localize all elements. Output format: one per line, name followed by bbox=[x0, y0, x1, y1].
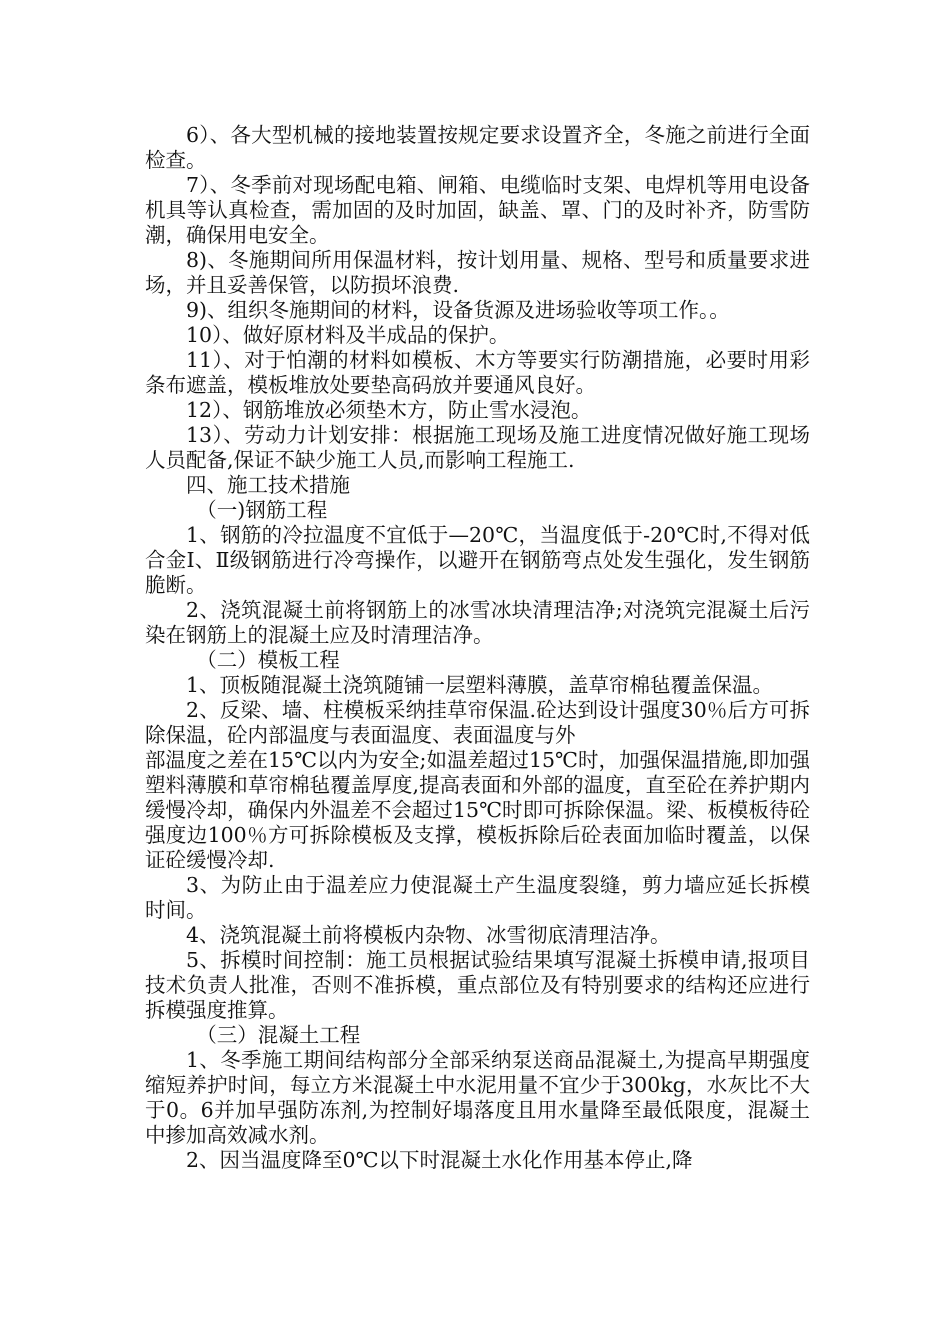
paragraph-formwork-1: 1、顶板随混凝土浇筑随铺一层塑料薄膜，盖草帘棉毡覆盖保温。 bbox=[186, 673, 774, 697]
paragraph-concrete-1: 1、冬季施工期间结构部分全部采纳泵送商品混凝土,为提高早期强度缩短养护时间，每立方米混凝土中水泥用量不宜少于300kg，水灰比不大于0。6并加早强防冻剂,为控制好塌落度且用水量降至最低限度，混凝土中掺加高效减水剂。 bbox=[145, 1048, 810, 1147]
paragraph-12-rebar-storage: 12）、钢筋堆放必须垫木方，防止雪水浸泡。 bbox=[186, 398, 592, 422]
paragraph-11-moisture-protection: 11）、对于怕潮的材料如模板、木方等要实行防潮措施，必要时用彩条布遮盖，模板堆放处要垫高码放并要通风良好。 bbox=[145, 348, 810, 397]
paragraph-rebar-1: 1、钢筋的冷拉温度不宜低于—20℃，当温度低于-20℃时,不得对低合金Ⅰ、Ⅱ级钢筋进行冷弯操作，以避开在钢筋弯点处发生强化，发生钢筋脆断。 bbox=[145, 523, 810, 597]
paragraph-7-electrical-check: 7）、冬季前对现场配电箱、闸箱、电缆临时支架、电焊机等用电设备机具等认真检查，需加固的及时加固，缺盖、罩、门的及时补齐，防雪防潮，确保用电安全。 bbox=[145, 173, 810, 247]
document-body bbox=[145, 123, 810, 1173]
paragraph-13-labor-plan: 13）、劳动力计划安排：根据施工现场及施工进度情况做好施工现场人员配备,保证不缺少施工人员,而影响工程施工. bbox=[145, 423, 810, 472]
section-heading-technical-measures: 四、施工技术措施 bbox=[186, 473, 350, 497]
paragraph-formwork-4: 4、浇筑混凝土前将模板内杂物、冰雪彻底清理洁净。 bbox=[186, 923, 671, 947]
paragraph-rebar-2: 2、浇筑混凝土前将钢筋上的冰雪冰块清理洁净;对浇筑完混凝土后污染在钢筋上的混凝土应及时清理洁净。 bbox=[145, 598, 810, 647]
paragraph-6-grounding: 6）、各大型机械的接地装置按规定要求设置齐全，冬施之前进行全面检查。 bbox=[145, 123, 810, 172]
paragraph-formwork-3: 3、为防止由于温差应力使混凝土产生温度裂缝，剪力墙应延长拆模时间。 bbox=[145, 873, 810, 922]
subsection-heading-concrete: （三）混凝土工程 bbox=[196, 1023, 361, 1047]
paragraph-9-material-supply: 9)、组织冬施期间的材料，设备货源及进场验收等项工作。。 bbox=[186, 298, 730, 322]
paragraph-8-insulation-materials: 8)、冬施期间所用保温材料，按计划用量、规格、型号和质量要求进场，并且妥善保管，以防损坏浪费. bbox=[145, 248, 810, 297]
paragraph-formwork-2: 2、反梁、墙、柱模板采纳挂草帘保温.砼达到设计强度30％后方可拆除保温，砼内部温度与表面温度、表面温度与外 bbox=[145, 698, 810, 747]
paragraph-10-material-protection: 10）、做好原材料及半成品的保护。 bbox=[186, 323, 510, 347]
paragraph-formwork-5: 5、拆模时间控制：施工员根据试验结果填写混凝土拆模申请,报项目技术负责人批准，否则不准拆模，重点部位及有特别要求的结构还应进行拆模强度推算。 bbox=[145, 948, 810, 1022]
subsection-heading-formwork: （二）模板工程 bbox=[196, 648, 340, 672]
subsection-heading-rebar: （一)钢筋工程 bbox=[196, 498, 328, 522]
paragraph-formwork-2-continued: 部温度之差在15℃以内为安全;如温差超过15℃时，加强保温措施,即加强塑料薄膜和草帘棉毡覆盖厚度,提高表面和外部的温度，直至砼在养护期内缓慢冷却，确保内外温差不会超过15℃时即可拆除保温。梁、板模板待砼强度边100％方可拆除模板及支撑，模板拆除后砼表面加临时覆盖，以保证砼缓慢冷却. bbox=[145, 748, 810, 872]
paragraph-concrete-2: 2、因当温度降至0℃以下时混凝土水化作用基本停止,降 bbox=[186, 1148, 693, 1172]
